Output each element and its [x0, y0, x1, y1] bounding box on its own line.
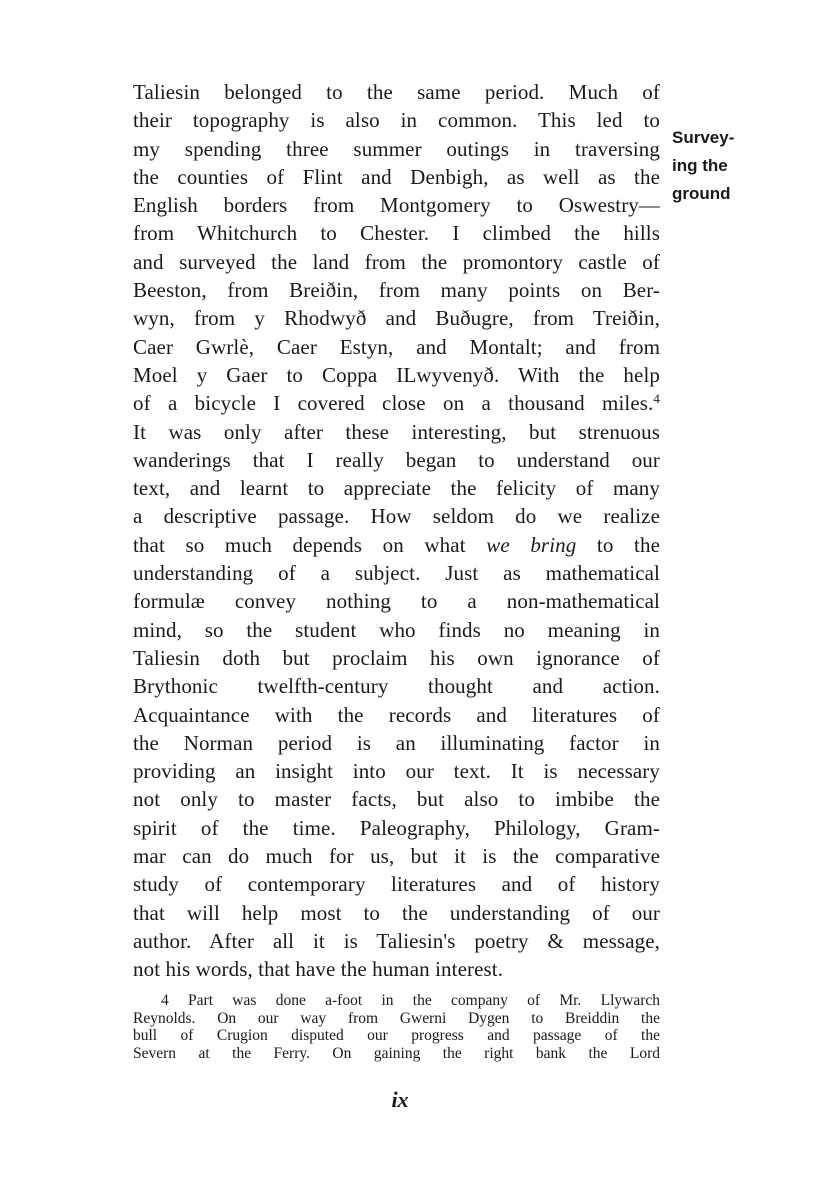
footnote-line: Severn at the Ferry. On gaining the right bank the Lord — [133, 1044, 660, 1062]
text-line: understanding of a subject. Just as mathematical — [133, 561, 660, 586]
text-line: spirit of the time. Paleography, Philology, Gram- — [133, 815, 660, 840]
main-text — [133, 78, 660, 984]
text-line-segment: that so much depends on what — [133, 532, 466, 557]
text-line: from Whitchurch to Chester. I climbed the hills — [133, 221, 660, 246]
footnote-line — [133, 992, 660, 1010]
text-line — [133, 389, 660, 417]
text-line: It was only after these interesting, but strenuous — [133, 419, 660, 444]
marginal-note-line: ing the — [672, 156, 728, 175]
text-line-segment: to the — [576, 532, 660, 557]
text-line: Moel y Gaer to Coppa ILwyvenyð. With the help — [133, 362, 660, 387]
footnote-ref[interactable]: 4 — [653, 391, 660, 407]
text-line: formulæ convey nothing to a non-mathematical — [133, 589, 660, 614]
text-line: and surveyed the land from the promontory castle of — [133, 249, 660, 274]
text-line: mind, so the student who finds no meaning in — [133, 617, 660, 642]
text-line: my spending three summer outings in traversing — [133, 136, 660, 161]
text-line: Taliesin belonged to the same period. Much of — [133, 80, 660, 104]
footnote — [133, 992, 660, 1062]
marginal-note-line: ground — [672, 184, 731, 203]
page-number: ix — [391, 1087, 409, 1112]
text-line: providing an insight into our text. It is necessary — [133, 759, 660, 784]
text-line: Brythonic twelfth-century thought and action. — [133, 674, 660, 699]
text-line: not his words, that have the human interest. — [133, 957, 504, 982]
text-line: that will help most to the understanding of our — [133, 900, 660, 925]
text-line: mar can do much for us, but it is the comparative — [133, 844, 660, 869]
footnote-number: 4 — [161, 992, 169, 1009]
text-line: Beeston, from Breiðin, from many points on Ber- — [133, 278, 660, 303]
footnote-line: bull of Crugion disputed our progress and passage of the — [133, 1027, 660, 1044]
italic-phrase: we bring — [486, 532, 577, 557]
footnote-line-text: Part was done a-foot in the company of Mr. Llywarch — [168, 992, 660, 1009]
footnote-line: Reynolds. On our way from Gwerni Dygen to Breiddin the — [133, 1009, 660, 1027]
text-line: English borders from Montgomery to Oswestry— — [133, 193, 660, 218]
text-line: wanderings that I really began to understand our — [133, 447, 660, 472]
text-line: the counties of Flint and Denbigh, as well as the — [133, 164, 660, 189]
text-line: author. After all it is Taliesin's poetry & message, — [133, 928, 660, 953]
text-line: Caer Gwrlè, Caer Estyn, and Montalt; and from — [133, 334, 660, 359]
marginal-note-line: Survey- — [672, 128, 735, 147]
text-line: the Norman period is an illuminating factor in — [133, 730, 660, 755]
text-line-segment: of a bicycle I covered close on a thousand miles. — [133, 391, 654, 416]
text-line: Acquaintance with the records and literatures of — [133, 702, 660, 727]
marginal-note — [672, 124, 782, 208]
text-line: a descriptive passage. How seldom do we realize — [133, 504, 660, 529]
text-line: not only to master facts, but also to imbibe the — [133, 787, 660, 812]
text-line: their topography is also in common. This led to — [133, 108, 660, 133]
text-line: text, and learnt to appreciate the felicity of many — [133, 476, 660, 501]
text-line: wyn, from y Rhodwyð and Buðugre, from Treiðin, — [133, 306, 660, 331]
text-line: study of contemporary literatures and of history — [133, 872, 660, 897]
text-line — [133, 531, 660, 559]
text-line: Taliesin doth but proclaim his own ignorance of — [133, 645, 660, 670]
